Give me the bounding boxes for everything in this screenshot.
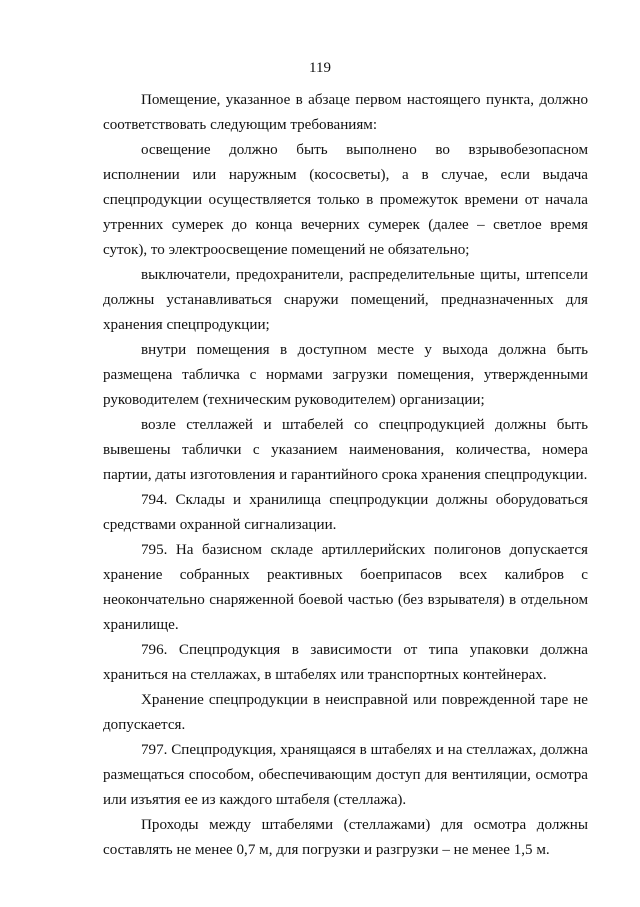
paragraph-premises-requirements: Помещение, указанное в абзаце первом настоящего пункта, должно соответствовать следующим требованиям:	[103, 92, 588, 133]
paragraph-rack-signs: возле стеллажей и штабелей со спецпродукцией должны быть вывешены таблички с указанием наименования, количества, номера партии, даты изготовления и гарантийного срока хранения спецпродукции.	[103, 417, 588, 483]
paragraph-load-sign: внутри помещения в доступном месте у выхода должна быть размещена табличка с нормами загрузки помещения, утвержденными руководителем (техническим руководителем) организации;	[103, 342, 588, 408]
document-body	[103, 88, 588, 863]
paragraph-damaged-packaging: Хранение спецпродукции в неисправной или поврежденной таре не допускается.	[103, 692, 588, 733]
paragraph-passages: Проходы между штабелями (стеллажами) для осмотра должны составлять не менее 0,7 м, для погрузки и разгрузки – не менее 1,5 м.	[103, 817, 588, 858]
paragraph-794: 794. Склады и хранилища спецпродукции должны оборудоваться средствами охранной сигнализации.	[103, 492, 588, 533]
paragraph-796: 796. Спецпродукция в зависимости от типа упаковки должна храниться на стеллажах, в штабелях или транспортных контейнерах.	[103, 642, 588, 683]
paragraph-switches: выключатели, предохранители, распределительные щиты, штепсели должны устанавливаться снаружи помещений, предназначенных для хранения спецпродукции;	[103, 267, 588, 333]
paragraph-797: 797. Спецпродукция, хранящаяся в штабелях и на стеллажах, должна размещаться способом, обеспечивающим доступ для вентиляции, осмотра или изъятия ее из каждого штабеля (стеллажа).	[103, 742, 588, 808]
paragraph-795: 795. На базисном складе артиллерийских полигонов допускается хранение собранных реактивных боеприпасов всех калибров с неокончательно снаряженной боевой частью (без взрывателя) в отдельном хранилище.	[103, 542, 588, 633]
paragraph-lighting: освещение должно быть выполнено во взрывобезопасном исполнении или наружным (кососветы), а в случае, если выдача спецпродукции осуществляется только в промежуток времени от начала утренних сумерек до конца вечерних сумерек (далее – светлое время суток), то электроосвещение помещений не обязательно;	[103, 142, 588, 258]
page-number: 119	[309, 60, 331, 76]
